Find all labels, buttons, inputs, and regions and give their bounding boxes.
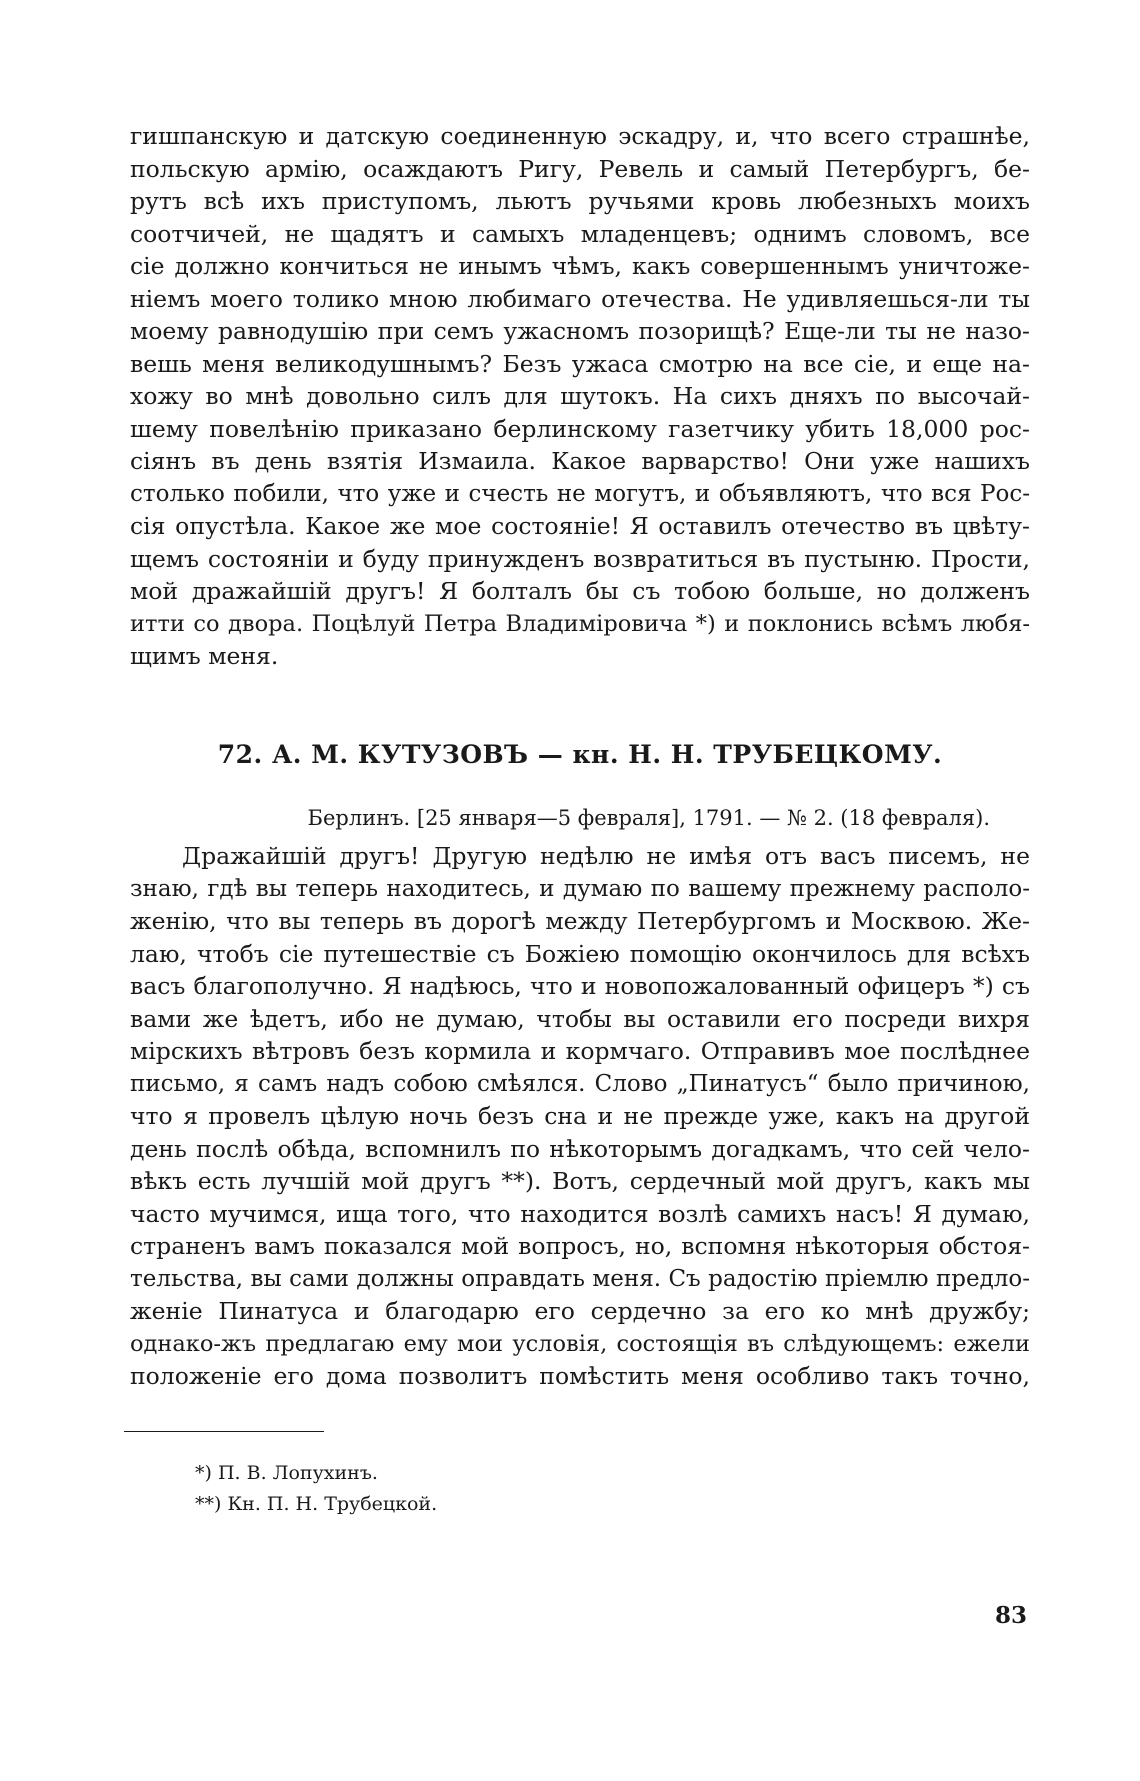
text-line: соотчичей, не щадятъ и самыхъ младенцевъ; однимъ словомъ, все — [130, 219, 1030, 248]
footnote: *) П. В. Лопухинъ. — [195, 1462, 378, 1484]
text-line: Дражайшій другъ! Другую недѣлю не имѣя отъ васъ писемъ, не — [182, 842, 1030, 870]
text-line: мой дражайшій другъ! Я болталъ бы съ тобою больше, но долженъ — [130, 577, 1030, 605]
letter-body — [130, 840, 1030, 1393]
text-line: столько побили, что уже и счесть не могутъ, и объявляютъ, что вся Рос- — [130, 480, 1030, 507]
text-line: вешь меня великодушнымъ? Безъ ужаса смотрю на все сіе, и еще на- — [130, 349, 1030, 378]
text-line: женію, что вы теперь въ дорогѣ между Петербургомъ и Москвою. Же- — [130, 907, 1030, 935]
previous-letter-ending — [130, 120, 1030, 673]
text-line: хожу во мнѣ довольно силъ для шутокъ. На сихъ дняхъ по высочай- — [130, 382, 1030, 410]
text-line: сія опустѣла. Какое же мое состояніе! Я оставилъ отечество въ цвѣту- — [130, 512, 1030, 540]
text-line: васъ благополучно. Я надѣюсь, что и новопожалованный офицеръ *) съ — [130, 972, 1030, 1000]
text-line: часто мучимся, ища того, что находится возлѣ самихъ насъ! Я думаю, — [130, 1199, 1030, 1228]
text-line: сіянъ въ день взятія Измаила. Какое варварство! Они уже нашихъ — [130, 447, 1030, 475]
text-line: однако-жъ предлагаю ему мои условія, состоящія въ слѣдующемъ: ежели — [130, 1330, 1030, 1357]
text-line: тельства, вы сами должны оправдать меня. Съ радостію пріемлю предло- — [130, 1265, 1030, 1292]
text-line: страненъ вамъ показался мой вопросъ, но, вспомня нѣкоторыя обстоя- — [130, 1232, 1030, 1260]
text-line: шему повелѣнію приказано берлинскому газетчику убить 18,000 рос- — [130, 414, 1030, 443]
text-line: положеніе его дома позволитъ помѣстить меня особливо такъ точно, — [130, 1362, 1030, 1390]
text-line: письмо, я самъ надъ собою смѣялся. Слово „Пинатусъ“ было причиною, — [130, 1070, 1030, 1097]
text-line: вами же ѣдетъ, ибо не думаю, чтобы вы оставили его посреди вихря — [130, 1004, 1030, 1033]
text-line: щемъ состояніи и буду принужденъ возвратиться въ пустыню. Прости, — [130, 544, 1030, 573]
text-line: ніемъ моего толико мною любимаго отечества. Не удивляешься-ли ты — [130, 284, 1030, 313]
text-line: знаю, гдѣ вы теперь находитесь, и думаю по вашему прежнему располо- — [130, 875, 1030, 902]
text-line: итти со двора. Поцѣлуй Петра Владиміровича *) и поклонись всѣмъ любя- — [130, 610, 1030, 637]
text-line: мірскихъ вѣтровъ безъ кормила и кормчаго. Отправивъ мое послѣднее — [130, 1037, 1030, 1065]
text-line: рутъ всѣ ихъ приступомъ, льютъ ручьями кровь любезныхъ моихъ — [130, 187, 1030, 215]
text-line: польскую армію, осаждаютъ Ригу, Ревель и самый Петербургъ, бе- — [130, 154, 1030, 183]
footnote: **) Кн. П. Н. Трубецкой. — [195, 1493, 438, 1515]
text-line: лаю, чтобъ сіе путешествіе съ Божіею помощію окончилось для всѣхъ — [130, 939, 1030, 968]
text-line: женіе Пинатуса и благодарю его сердечно за его ко мнѣ дружбу; — [130, 1297, 1030, 1325]
text-line: день послѣ обѣда, вспомнилъ по нѣкоторымъ догадкамъ, что сей чело- — [130, 1134, 1030, 1163]
footnotes — [195, 1458, 437, 1520]
letter-dateline: Берлинъ. [25 января—5 февраля], 1791. — № 2. (18 февраля). — [307, 806, 990, 830]
text-line: щимъ меня. — [130, 642, 279, 670]
text-line: сіе должно кончиться не инымъ чѣмъ, какъ совершеннымъ уничтоже- — [130, 252, 1030, 280]
footnote-divider — [124, 1431, 324, 1432]
text-line: что я провелъ цѣлую ночь безъ сна и не прежде уже, какъ на другой — [130, 1102, 1030, 1130]
text-line: моему равнодушію при семъ ужасномъ позорищѣ? Еще-ли ты не назо- — [130, 317, 1030, 345]
text-line: вѣкъ есть лучшій мой другъ **). Вотъ, сердечный мой другъ, какъ мы — [130, 1167, 1030, 1195]
page-number: 83 — [994, 1602, 1027, 1629]
text-line: гишпанскую и датскую соединенную эскадру, и, что всего страшнѣе, — [130, 122, 1030, 150]
letter-heading: 72. А. М. КУТУЗОВЪ — кн. Н. Н. ТРУБЕЦКОМУ. — [217, 740, 943, 769]
